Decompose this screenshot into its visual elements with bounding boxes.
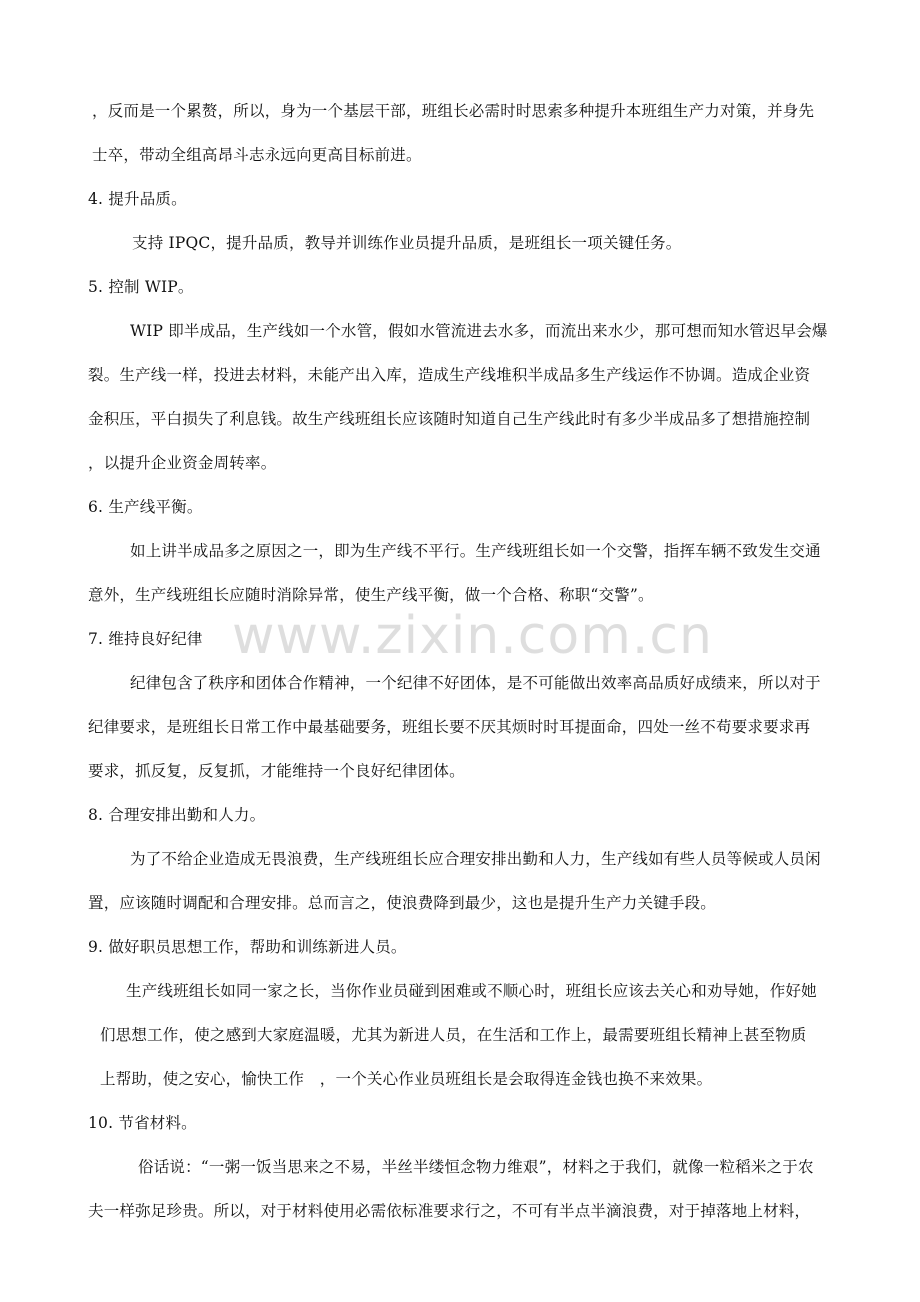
paragraph-line: 上帮助，使之安心，愉快工作 ，一个关心作业员班组长是会取得连金钱也换不来效果。 [100, 1070, 713, 1088]
section-heading: 9. 做好职员思想工作，帮助和训练新进人员。 [88, 938, 407, 956]
paragraph-line: 为了不给企业造成无畏浪费，生产线班组长应合理安排出勤和人力，生产线如有些人员等候或人员闲 [130, 850, 821, 868]
paragraph-line: 支持 IPQC，提升品质，教导并训练作业员提升品质，是班组长一项关键任务。 [132, 234, 682, 252]
paragraph-line: 要求，抓反复，反复抓，才能维持一个良好纪律团体。 [88, 762, 465, 780]
section-heading: 8. 合理安排出勤和人力。 [88, 806, 266, 824]
paragraph-line: 夫一样弥足珍贵。所以，对于材料使用必需依标准要求行之，不可有半点半滴浪费，对于掉落地上材料， [88, 1202, 811, 1220]
paragraph-line: 金积压，平白损失了利息钱。故生产线班组长应该随时知道自己生产线此时有多少半成品多了想措施控制 [88, 410, 811, 428]
paragraph-line: ，以提升企业资金周转率。 [88, 454, 277, 472]
section-heading: 4. 提升品质。 [88, 190, 187, 208]
paragraph-line: 意外，生产线班组长应随时消除异常，使生产线平衡，做一个合格、称职“交警”。 [88, 586, 654, 604]
paragraph-line: ，反而是一个累赘，所以，身为一个基层干部，班组长必需时时思索多种提升本班组生产力对策，并身先 [92, 102, 815, 120]
paragraph-line: 纪律要求，是班组长日常工作中最基础要务，班组长要不厌其烦时时耳提面命，四处一丝不苟要求要求再 [88, 718, 811, 736]
paragraph-line: 裂。生产线一样，投进去材料，未能产出入库，造成生产线堆积半成品多生产线运作不协调。造成企业资 [88, 366, 811, 384]
paragraph-line: 纪律包含了秩序和团体合作精神，一个纪律不好团体，是不可能做出效率高品质好成绩来，所以对于 [130, 674, 821, 692]
paragraph-line: 置，应该随时调配和合理安排。总而言之，使浪费降到最少，这也是提升生产力关键手段。 [88, 894, 717, 912]
section-heading: 7. 维持良好纪律 [88, 630, 203, 648]
section-heading: 5. 控制 WIP。 [88, 278, 194, 296]
paragraph-line: 士卒，带动全组高昂斗志永远向更高目标前进。 [92, 146, 422, 164]
paragraph-line: 生产线班组长如同一家之长，当你作业员碰到困难或不顺心时，班组长应该去关心和劝导她，作好她 [126, 982, 817, 1000]
paragraph-line: 俗话说：“一粥一饭当思来之不易，半丝半缕恒念物力维艰”，材料之于我们，就像一粒稻米之于农 [138, 1158, 814, 1176]
paragraph-line: 如上讲半成品多之原因之一，即为生产线不平行。生产线班组长如一个交警，指挥车辆不致发生交通 [130, 542, 821, 560]
section-heading: 6. 生产线平衡。 [88, 498, 203, 516]
section-heading: 10. 节省材料。 [88, 1114, 197, 1132]
watermark: www.zixin.com.cn [232, 606, 713, 666]
paragraph-line: WIP 即半成品，生产线如一个水管，假如水管流进去水多，而流出来水少，那可想而知水管迟早会爆 [130, 322, 828, 340]
paragraph-line: 们思想工作，使之感到大家庭温暖，尤其为新进人员，在生活和工作上，最需要班组长精神上甚至物质 [100, 1026, 807, 1044]
